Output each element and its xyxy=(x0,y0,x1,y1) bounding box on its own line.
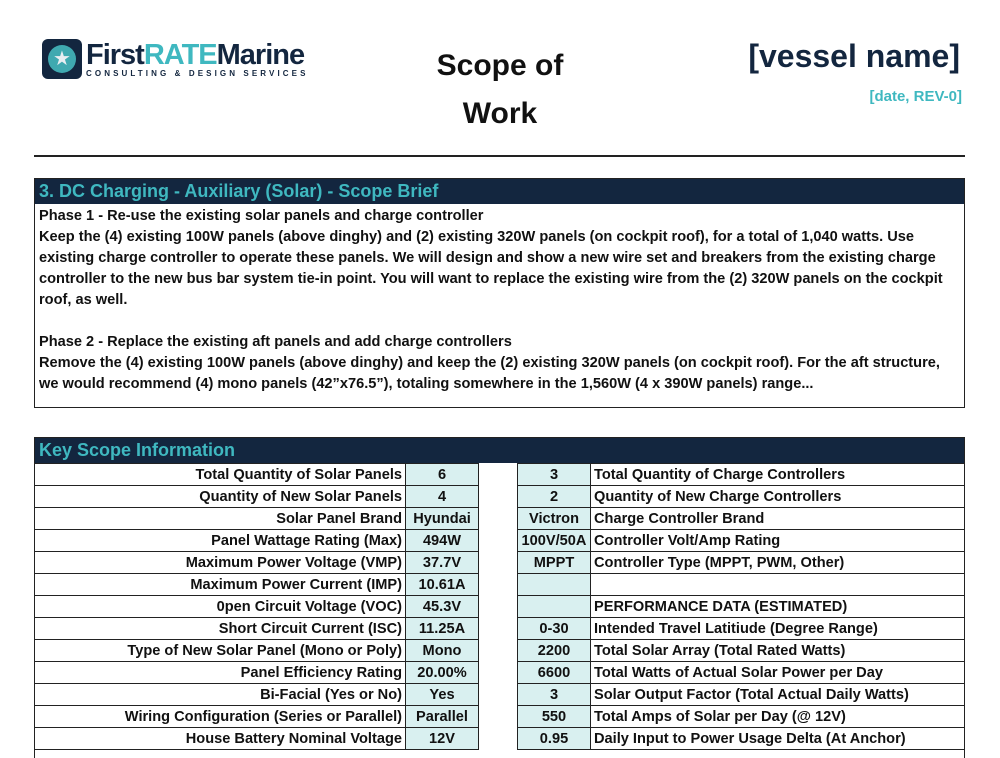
company-logo xyxy=(42,39,309,79)
right-value: 2 xyxy=(518,486,591,508)
right-value: Victron xyxy=(518,508,591,530)
right-label: PERFORMANCE DATA (ESTIMATED) xyxy=(591,596,965,618)
left-value: 494W xyxy=(406,530,479,552)
divider xyxy=(34,155,965,157)
left-label: Wiring Configuration (Series or Parallel) xyxy=(35,706,406,728)
right-value: 3 xyxy=(518,684,591,706)
brand-name: FirstRATEMarine xyxy=(86,39,305,71)
key-scope-section xyxy=(34,437,965,758)
right-label: Total Amps of Solar per Day (@ 12V) xyxy=(591,706,965,728)
spacer xyxy=(479,706,518,728)
left-value: Mono xyxy=(406,640,479,662)
left-label: Type of New Solar Panel (Mono or Poly) xyxy=(35,640,406,662)
left-value: 20.00% xyxy=(406,662,479,684)
right-value: 100V/50A xyxy=(518,530,591,552)
right-label: Charge Controller Brand xyxy=(591,508,965,530)
right-label: Daily Input to Power Usage Delta (At Anchor) xyxy=(591,728,965,750)
table-row xyxy=(35,640,965,662)
right-label: Controller Type (MPPT, PWM, Other) xyxy=(591,552,965,574)
table-row xyxy=(35,596,965,618)
spacer xyxy=(479,574,518,596)
spacer xyxy=(479,640,518,662)
spacer xyxy=(479,464,518,486)
left-value: 12V xyxy=(406,728,479,750)
vessel-name: [vessel name] xyxy=(748,38,960,74)
left-value: 45.3V xyxy=(406,596,479,618)
left-value: 6 xyxy=(406,464,479,486)
left-label: House Battery Nominal Voltage xyxy=(35,728,406,750)
left-label: Bi-Facial (Yes or No) xyxy=(35,684,406,706)
right-label: Total Quantity of Charge Controllers xyxy=(591,464,965,486)
left-value: 11.25A xyxy=(406,618,479,640)
right-label: Total Solar Array (Total Rated Watts) xyxy=(591,640,965,662)
left-value: Hyundai xyxy=(406,508,479,530)
left-label: Short Circuit Current (ISC) xyxy=(35,618,406,640)
section-heading: Key Scope Information xyxy=(35,438,964,463)
spacer xyxy=(479,508,518,530)
left-label: Panel Efficiency Rating xyxy=(35,662,406,684)
right-value xyxy=(518,574,591,596)
right-label: Solar Output Factor (Total Actual Daily Watts) xyxy=(591,684,965,706)
table-row xyxy=(35,662,965,684)
table-row xyxy=(35,464,965,486)
spacer xyxy=(479,662,518,684)
left-label: 0pen Circuit Voltage (VOC) xyxy=(35,596,406,618)
table-row xyxy=(35,486,965,508)
left-value: 4 xyxy=(406,486,479,508)
scope-brief-section xyxy=(34,178,965,408)
left-label: Solar Panel Brand xyxy=(35,508,406,530)
left-label: Quantity of New Solar Panels xyxy=(35,486,406,508)
phase1-text: Keep the (4) existing 100W panels (above dinghy) and (2) existing 320W panels (on cockpit roof), for a total of 1,040 watts. Use existing charge controller to operate these panels. We will design and show a new wire set and breakers from the existing charge controller to the new bus bar system tie-in point. You will want to replace the existing wire from the (2) 320W panels on the cockpit roof, as well. xyxy=(39,229,943,308)
spacer xyxy=(479,552,518,574)
left-value: 37.7V xyxy=(406,552,479,574)
left-label: Total Quantity of Solar Panels xyxy=(35,464,406,486)
table-row xyxy=(35,508,965,530)
section-heading: 3. DC Charging - Auxiliary (Solar) - Scope Brief xyxy=(35,179,964,204)
right-value: 550 xyxy=(518,706,591,728)
right-value: 6600 xyxy=(518,662,591,684)
left-label: Maximum Power Current (IMP) xyxy=(35,574,406,596)
spacer xyxy=(479,728,518,750)
table-row xyxy=(35,618,965,640)
phase2-title: Phase 2 - Replace the existing aft panels and add charge controllers xyxy=(39,334,512,350)
right-value: 0-30 xyxy=(518,618,591,640)
right-value xyxy=(518,596,591,618)
left-value: 10.61A xyxy=(406,574,479,596)
left-value: Parallel xyxy=(406,706,479,728)
table-row xyxy=(35,552,965,574)
right-label: Intended Travel Latitiude (Degree Range) xyxy=(591,618,965,640)
left-value: Yes xyxy=(406,684,479,706)
left-label: Panel Wattage Rating (Max) xyxy=(35,530,406,552)
right-label: Controller Volt/Amp Rating xyxy=(591,530,965,552)
spacer xyxy=(479,684,518,706)
right-value: 0.95 xyxy=(518,728,591,750)
right-value: 3 xyxy=(518,464,591,486)
table-row xyxy=(35,530,965,552)
spacer xyxy=(479,530,518,552)
key-scope-table xyxy=(34,463,965,750)
left-label: Maximum Power Voltage (VMP) xyxy=(35,552,406,574)
table-row xyxy=(35,728,965,750)
right-value: MPPT xyxy=(518,552,591,574)
star-icon: ★ xyxy=(42,39,82,79)
table-row xyxy=(35,574,965,596)
revision-date: [date, REV-0] xyxy=(869,88,962,105)
right-label: Total Watts of Actual Solar Power per Day xyxy=(591,662,965,684)
right-label: Quantity of New Charge Controllers xyxy=(591,486,965,508)
right-value: 2200 xyxy=(518,640,591,662)
spacer xyxy=(479,618,518,640)
spacer xyxy=(479,486,518,508)
right-label xyxy=(591,574,965,596)
brand-tagline: CONSULTING & DESIGN SERVICES xyxy=(86,69,309,78)
phase1-title: Phase 1 - Re-use the existing solar panels and charge controller xyxy=(39,208,484,224)
table-row xyxy=(35,684,965,706)
spacer xyxy=(479,596,518,618)
phase2-text: Remove the (4) existing 100W panels (above dinghy) and keep the (2) existing 320W panels (on cockpit roof). For the aft structure, we would recommend (4) mono panels (42”x76.5”), totaling somewhere in the 1,560W (4 x 390W panels) range... xyxy=(39,355,940,392)
table-row xyxy=(35,706,965,728)
page-title: Scope of Work xyxy=(436,49,564,130)
